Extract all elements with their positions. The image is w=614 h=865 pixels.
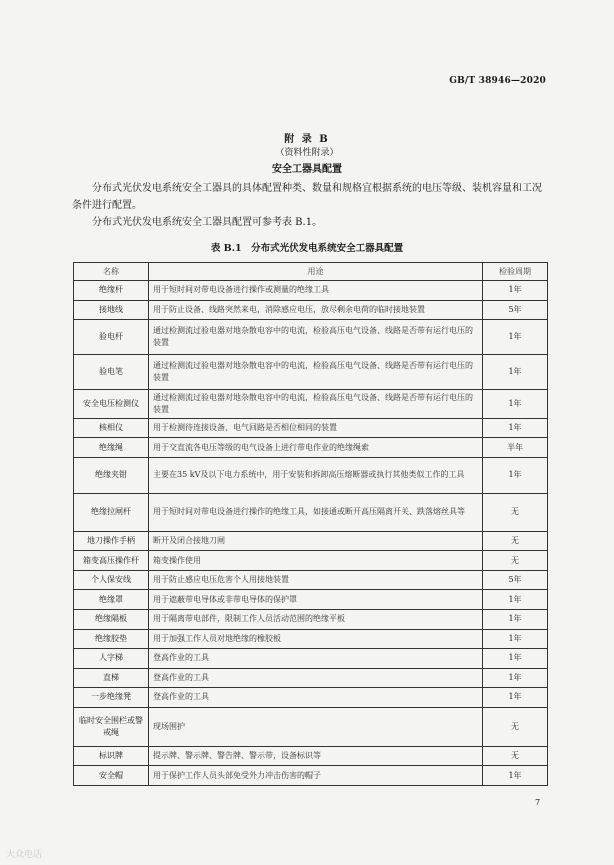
table-row <box>74 458 548 494</box>
table-row <box>74 551 548 571</box>
inspection-period: 1年 <box>483 649 548 669</box>
tool-usage: 断开及闭合接地刀闸 <box>149 531 483 551</box>
tool-usage: 用于加强工作人员对地绝缘的橡胶板 <box>149 629 483 649</box>
table-row <box>74 438 548 458</box>
column-header-usage: 用途 <box>149 263 483 281</box>
table-row <box>74 668 548 688</box>
tool-name: 人字梯 <box>74 649 149 669</box>
safety-tools-table <box>73 262 548 786</box>
inspection-period: 1年 <box>483 320 548 355</box>
tool-name: 绝缘隔板 <box>74 610 149 630</box>
table-row <box>74 300 548 320</box>
inspection-period: 1年 <box>483 590 548 610</box>
inspection-period: 1年 <box>483 354 548 389</box>
inspection-period: 1年 <box>483 458 548 494</box>
reference-paragraph: 分布式光伏发电系统安全工器具配置可参考表 B.1。 <box>92 217 323 228</box>
tool-usage: 用于防止设备、线路突然来电，消除感应电压，放尽剩余电荷的临时接地装置 <box>149 300 483 320</box>
table-row <box>74 531 548 551</box>
tool-usage: 用于保护工作人员头部免受外力冲击伤害的帽子 <box>149 766 483 786</box>
tool-usage: 用于短时间对带电设备进行操作的绝缘工具，如接通或断开高压隔离开关、跌落熔丝具等 <box>149 493 483 531</box>
table-caption: 表 B.1 分布式光伏发电系统安全工器具配置 <box>210 243 404 254</box>
table-row <box>74 610 548 630</box>
tool-name: 直梯 <box>74 668 149 688</box>
tool-usage: 登高作业的工具 <box>149 688 483 708</box>
table-row <box>74 389 548 418</box>
inspection-period: 1年 <box>483 389 548 418</box>
inspection-period: 无 <box>483 707 548 746</box>
inspection-period: 无 <box>483 531 548 551</box>
tool-name: 临时安全围栏或警戒绳 <box>74 707 149 746</box>
table-row <box>74 320 548 355</box>
inspection-period: 5年 <box>483 570 548 590</box>
tool-name: 绝缘绳 <box>74 438 149 458</box>
tool-usage: 用于短时间对带电设备进行操作或测量的绝缘工具 <box>149 281 483 301</box>
inspection-period: 无 <box>483 493 548 531</box>
inspection-period: 半年 <box>483 438 548 458</box>
tool-usage: 用于遮蔽带电导体或非带电导体的保护罩 <box>149 590 483 610</box>
page-number: 7 <box>535 798 541 807</box>
inspection-period: 5年 <box>483 300 548 320</box>
tool-usage: 通过检测流过验电器对地杂散电容中的电流，检验高压电气设备、线路是否带有运行电压的装置 <box>149 320 483 355</box>
table-row <box>74 570 548 590</box>
table-row <box>74 746 548 766</box>
tool-usage: 用于防止感应电压危害个人用接地装置 <box>149 570 483 590</box>
inspection-period: 1年 <box>483 418 548 438</box>
inspection-period: 1年 <box>483 281 548 301</box>
inspection-period: 无 <box>483 551 548 571</box>
table-row <box>74 418 548 438</box>
watermark: 大众电话 <box>6 850 43 860</box>
tool-name: 绝缘胶垫 <box>74 629 149 649</box>
inspection-period: 1年 <box>483 766 548 786</box>
inspection-period: 1年 <box>483 629 548 649</box>
table-row <box>74 649 548 669</box>
appendix-subtitle: （资料性附录） <box>275 148 339 158</box>
tool-name: 箱变高压操作杆 <box>74 551 149 571</box>
table-row <box>74 707 548 746</box>
inspection-period: 无 <box>483 746 548 766</box>
column-header-name: 名称 <box>74 263 149 281</box>
standard-number: GB/T 38946—2020 <box>449 76 546 86</box>
tool-usage: 用于交直流各电压等级的电气设备上进行带电作业的绝缘绳索 <box>149 438 483 458</box>
tool-name: 标识牌 <box>74 746 149 766</box>
table-row <box>74 281 548 301</box>
tool-usage: 登高作业的工具 <box>149 668 483 688</box>
table-row <box>74 590 548 610</box>
tool-name: 绝缘罩 <box>74 590 149 610</box>
inspection-period: 1年 <box>483 668 548 688</box>
tool-name: 接地线 <box>74 300 149 320</box>
tool-usage: 提示牌、警示牌、警告牌、警示带，设备标识等 <box>149 746 483 766</box>
tool-usage: 用于检测待连接设备、电气回路是否相位相同的装置 <box>149 418 483 438</box>
tool-name: 验电笔 <box>74 354 149 389</box>
tool-usage: 登高作业的工具 <box>149 649 483 669</box>
tool-name: 地刀操作手柄 <box>74 531 149 551</box>
appendix-heading: 安全工器具配置 <box>272 164 342 175</box>
table-row <box>74 629 548 649</box>
table-header-row <box>74 263 548 281</box>
intro-paragraph: 分布式光伏发电系统安全工器具的具体配置种类、数量和规格宜根据系统的电压等级、装机容量和工况条件进行配置。 <box>72 183 542 211</box>
tool-usage: 通过检测流过验电器对地杂散电容中的电流，检验高压电气设备、线路是否带有运行电压的装置 <box>149 389 483 418</box>
tool-name: 核相仪 <box>74 418 149 438</box>
inspection-period: 1年 <box>483 688 548 708</box>
tool-name: 绝缘拉闸杆 <box>74 493 149 531</box>
tool-usage: 现场围护 <box>149 707 483 746</box>
tool-usage: 用于隔离带电部件，限制工作人员活动范围的绝缘平板 <box>149 610 483 630</box>
table-row <box>74 766 548 786</box>
tool-name: 安全帽 <box>74 766 149 786</box>
tool-name: 绝缘夹钳 <box>74 458 149 494</box>
table-row <box>74 354 548 389</box>
tool-usage: 箱变操作使用 <box>149 551 483 571</box>
tool-name: 验电杆 <box>74 320 149 355</box>
tool-usage: 通过检测流过验电器对地杂散电容中的电流，检验高压电气设备、线路是否带有运行电压的装置 <box>149 354 483 389</box>
tool-name: 安全电压检测仪 <box>74 389 149 418</box>
appendix-title: 附 录 B <box>284 134 330 145</box>
tool-usage: 主要在35 kV及以下电力系统中，用于安装和拆卸高压熔断器或执行其他类似工作的工具 <box>149 458 483 494</box>
table-row <box>74 688 548 708</box>
column-header-inspection-period: 检验周期 <box>483 263 548 281</box>
tool-name: 绝缘杆 <box>74 281 149 301</box>
inspection-period: 1年 <box>483 610 548 630</box>
table-row <box>74 493 548 531</box>
tool-name: 一步绝缘凳 <box>74 688 149 708</box>
tool-name: 个人保安线 <box>74 570 149 590</box>
